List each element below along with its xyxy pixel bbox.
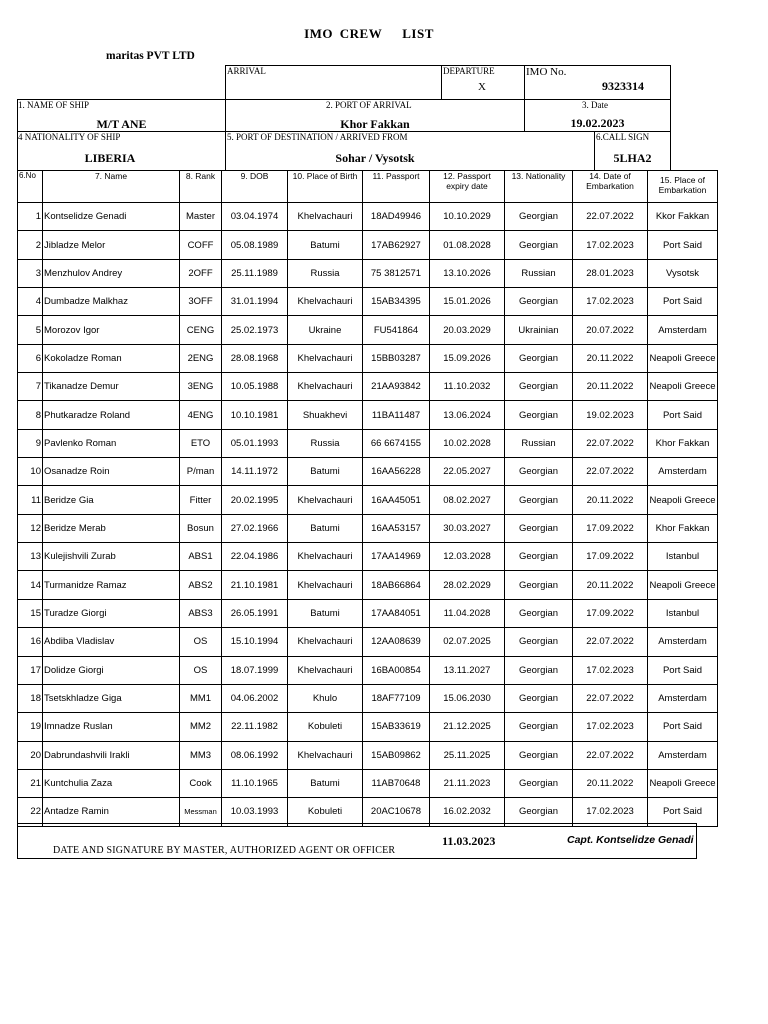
col-header-rank: 8. Rank xyxy=(180,171,222,203)
cell-rank: P/man xyxy=(180,458,222,486)
cell-embark-place: Kkor Fakkan xyxy=(648,203,718,231)
cell-passport-expiry: 22.05.2027 xyxy=(430,458,505,486)
cell-passport: 16BA00854 xyxy=(363,656,430,684)
cell-embark-date: 17.02.2023 xyxy=(573,231,648,259)
cell-name: Osanadze Roin xyxy=(43,458,180,486)
col-header-no: 6.No xyxy=(18,171,43,203)
cell-dob: 08.06.1992 xyxy=(222,741,288,769)
cell-no: 16 xyxy=(18,628,43,656)
cell-no: 17 xyxy=(18,656,43,684)
cell-passport-expiry: 16.02.2032 xyxy=(430,798,505,826)
cell-place-of-birth: Khelvachauri xyxy=(288,543,363,571)
cell-embark-date: 22.07.2022 xyxy=(573,628,648,656)
cell-embark-date: 20.11.2022 xyxy=(573,769,648,797)
table-row xyxy=(18,741,718,769)
departure-label: DEPARTURE xyxy=(443,66,495,76)
cell-embark-date: 22.07.2022 xyxy=(573,458,648,486)
table-row xyxy=(18,429,718,457)
port-arrival-label: 2. PORT OF ARRIVAL xyxy=(326,100,412,110)
cell-rank: 3OFF xyxy=(180,288,222,316)
cell-passport: FU541864 xyxy=(363,316,430,344)
destination-label: 5. PORT OF DESTINATION / ARRIVED FROM xyxy=(227,132,408,142)
cell-passport: 15AB09862 xyxy=(363,741,430,769)
col-header-name: 7. Name xyxy=(43,171,180,203)
cell-passport-expiry: 13.11.2027 xyxy=(430,656,505,684)
ship-name-value: M/T ANE xyxy=(96,117,147,131)
cell-embark-date: 22.07.2022 xyxy=(573,684,648,712)
cell-place-of-birth: Khelvachauri xyxy=(288,656,363,684)
table-header-row xyxy=(18,171,718,203)
cell-passport-expiry: 21.11.2023 xyxy=(430,769,505,797)
cell-name: Beridze Merab xyxy=(43,514,180,542)
col-header-place-of-birth: 10. Place of Birth xyxy=(288,171,363,203)
cell-place-of-birth: Batumi xyxy=(288,599,363,627)
cell-nationality: Georgian xyxy=(505,231,573,259)
cell-place-of-birth: Khelvachauri xyxy=(288,203,363,231)
cell-embark-place: Port Said xyxy=(648,656,718,684)
cell-passport-expiry: 10.10.2029 xyxy=(430,203,505,231)
cell-rank: MM3 xyxy=(180,741,222,769)
cell-place-of-birth: Batumi xyxy=(288,769,363,797)
table-row xyxy=(18,543,718,571)
table-row xyxy=(18,373,718,401)
cell-passport-expiry: 11.04.2028 xyxy=(430,599,505,627)
cell-nationality: Georgian xyxy=(505,514,573,542)
ship-name-label: 1. NAME OF SHIP xyxy=(18,100,90,110)
cell-place-of-birth: Russia xyxy=(288,429,363,457)
cell-embark-date: 17.02.2023 xyxy=(573,798,648,826)
company-name: maritas PVT LTD xyxy=(106,50,195,62)
cell-nationality: Ukrainian xyxy=(505,316,573,344)
cell-name: Imnadze Ruslan xyxy=(43,713,180,741)
cell-dob: 14.11.1972 xyxy=(222,458,288,486)
call-sign-label: 6.CALL SIGN xyxy=(596,132,650,142)
cell-nationality: Georgian xyxy=(505,798,573,826)
cell-dob: 18.07.1999 xyxy=(222,656,288,684)
cell-nationality: Georgian xyxy=(505,571,573,599)
cell-place-of-birth: Shuakhevi xyxy=(288,401,363,429)
cell-dob: 21.10.1981 xyxy=(222,571,288,599)
cell-passport: 11AB70648 xyxy=(363,769,430,797)
cell-passport-expiry: 10.02.2028 xyxy=(430,429,505,457)
cell-passport: 12AA08639 xyxy=(363,628,430,656)
cell-embark-place: Port Said xyxy=(648,401,718,429)
cell-no: 15 xyxy=(18,599,43,627)
cell-embark-date: 17.02.2023 xyxy=(573,713,648,741)
cell-nationality: Georgian xyxy=(505,741,573,769)
cell-embark-place: Istanbul xyxy=(648,599,718,627)
cell-embark-place: Port Said xyxy=(648,231,718,259)
table-row xyxy=(18,713,718,741)
cell-rank: 2OFF xyxy=(180,259,222,287)
cell-rank: Fitter xyxy=(180,486,222,514)
cell-embark-date: 19.02.2023 xyxy=(573,401,648,429)
table-row xyxy=(18,599,718,627)
cell-name: Tikanadze Demur xyxy=(43,373,180,401)
cell-passport: 16AA53157 xyxy=(363,514,430,542)
cell-place-of-birth: Batumi xyxy=(288,514,363,542)
cell-no: 8 xyxy=(18,401,43,429)
cell-passport: 17AB62927 xyxy=(363,231,430,259)
cell-dob: 27.02.1966 xyxy=(222,514,288,542)
cell-dob: 05.01.1993 xyxy=(222,429,288,457)
cell-rank: ABS1 xyxy=(180,543,222,571)
cell-name: Morozov Igor xyxy=(43,316,180,344)
cell-passport: 18AB66864 xyxy=(363,571,430,599)
cell-place-of-birth: Ukraine xyxy=(288,316,363,344)
cell-passport: 20AC10678 xyxy=(363,798,430,826)
imo-label: IMO No. xyxy=(526,66,567,78)
cell-name: Tsetskhladze Giga xyxy=(43,684,180,712)
table-row xyxy=(18,571,718,599)
cell-no: 9 xyxy=(18,429,43,457)
table-row xyxy=(18,288,718,316)
cell-dob: 22.11.1982 xyxy=(222,713,288,741)
cell-nationality: Georgian xyxy=(505,401,573,429)
col-header-embark-date: 14. Date of Embarkation xyxy=(573,171,648,203)
col-header-dob: 9. DOB xyxy=(222,171,288,203)
col-header-passport: 11. Passport xyxy=(363,171,430,203)
cell-dob: 31.01.1994 xyxy=(222,288,288,316)
cell-rank: 3ENG xyxy=(180,373,222,401)
cell-embark-place: Port Said xyxy=(648,288,718,316)
cell-embark-date: 17.02.2023 xyxy=(573,288,648,316)
table-row xyxy=(18,514,718,542)
cell-place-of-birth: Kobuleti xyxy=(288,798,363,826)
cell-no: 13 xyxy=(18,543,43,571)
cell-no: 3 xyxy=(18,259,43,287)
cell-embark-place: Amsterdam xyxy=(648,458,718,486)
cell-embark-place: Amsterdam xyxy=(648,741,718,769)
cell-no: 20 xyxy=(18,741,43,769)
cell-nationality: Russian xyxy=(505,259,573,287)
cell-place-of-birth: Batumi xyxy=(288,231,363,259)
cell-name: Dabrundashvili Irakli xyxy=(43,741,180,769)
cell-rank: 2ENG xyxy=(180,344,222,372)
cell-no: 6 xyxy=(18,344,43,372)
cell-passport: 66 6674155 xyxy=(363,429,430,457)
cell-rank: ABS3 xyxy=(180,599,222,627)
signature-label: DATE AND SIGNATURE BY MASTER, AUTHORIZED AGENT OR OFFICER xyxy=(53,845,396,856)
arrival-label: ARRIVAL xyxy=(227,66,266,76)
cell-embark-date: 17.09.2022 xyxy=(573,514,648,542)
cell-rank: CENG xyxy=(180,316,222,344)
cell-name: Beridze Gia xyxy=(43,486,180,514)
cell-nationality: Georgian xyxy=(505,288,573,316)
cell-passport-expiry: 13.06.2024 xyxy=(430,401,505,429)
cell-dob: 26.05.1991 xyxy=(222,599,288,627)
cell-passport-expiry: 12.03.2028 xyxy=(430,543,505,571)
cell-embark-date: 22.07.2022 xyxy=(573,429,648,457)
cell-rank: ETO xyxy=(180,429,222,457)
table-row xyxy=(18,401,718,429)
cell-nationality: Georgian xyxy=(505,458,573,486)
cell-embark-date: 20.11.2022 xyxy=(573,571,648,599)
table-row xyxy=(18,458,718,486)
imo-number: 9323314 xyxy=(602,79,644,93)
table-row xyxy=(18,316,718,344)
cell-dob: 25.11.1989 xyxy=(222,259,288,287)
cell-no: 19 xyxy=(18,713,43,741)
table-row xyxy=(18,203,718,231)
table-row xyxy=(18,486,718,514)
cell-embark-date: 17.02.2023 xyxy=(573,656,648,684)
cell-nationality: Georgian xyxy=(505,599,573,627)
cell-passport: 16AA56228 xyxy=(363,458,430,486)
table-row xyxy=(18,259,718,287)
cell-no: 4 xyxy=(18,288,43,316)
cell-rank: MM1 xyxy=(180,684,222,712)
table-row xyxy=(18,628,718,656)
cell-rank: COFF xyxy=(180,231,222,259)
cell-name: Abdiba Vladislav xyxy=(43,628,180,656)
cell-embark-date: 20.11.2022 xyxy=(573,373,648,401)
cell-dob: 05.08.1989 xyxy=(222,231,288,259)
cell-embark-place: Port Said xyxy=(648,798,718,826)
cell-name: Dolidze Giorgi xyxy=(43,656,180,684)
cell-nationality: Georgian xyxy=(505,684,573,712)
cell-passport: 18AD49946 xyxy=(363,203,430,231)
cell-rank: MM2 xyxy=(180,713,222,741)
cell-place-of-birth: Khulo xyxy=(288,684,363,712)
cell-rank: Messman xyxy=(180,798,222,826)
cell-passport-expiry: 20.03.2029 xyxy=(430,316,505,344)
cell-name: Kuntchulia Zaza xyxy=(43,769,180,797)
cell-embark-place: Port Said xyxy=(648,713,718,741)
cell-embark-date: 17.09.2022 xyxy=(573,543,648,571)
cell-nationality: Georgian xyxy=(505,628,573,656)
cell-passport-expiry: 11.10.2032 xyxy=(430,373,505,401)
cell-embark-place: Khor Fakkan xyxy=(648,514,718,542)
cell-passport-expiry: 30.03.2027 xyxy=(430,514,505,542)
col-header-nationality: 13. Nationality xyxy=(505,171,573,203)
cell-rank: Bosun xyxy=(180,514,222,542)
cell-rank: ABS2 xyxy=(180,571,222,599)
cell-nationality: Georgian xyxy=(505,656,573,684)
cell-place-of-birth: Russia xyxy=(288,259,363,287)
cell-name: Dumbadze Malkhaz xyxy=(43,288,180,316)
cell-name: Jibladze Melor xyxy=(43,231,180,259)
cell-dob: 04.06.2002 xyxy=(222,684,288,712)
cell-passport-expiry: 25.11.2025 xyxy=(430,741,505,769)
cell-name: Antadze Ramin xyxy=(43,798,180,826)
col-header-embark-place: 15. Place of Embarkation xyxy=(648,171,718,203)
call-sign-value: 5LHA2 xyxy=(613,151,652,165)
cell-no: 11 xyxy=(18,486,43,514)
cell-passport-expiry: 08.02.2027 xyxy=(430,486,505,514)
cell-embark-place: Neapoli Greece xyxy=(648,769,718,797)
table-row xyxy=(18,656,718,684)
cell-nationality: Georgian xyxy=(505,203,573,231)
cell-place-of-birth: Khelvachauri xyxy=(288,628,363,656)
cell-place-of-birth: Khelvachauri xyxy=(288,373,363,401)
crew-table-body xyxy=(18,203,718,827)
cell-nationality: Georgian xyxy=(505,713,573,741)
cell-rank: Master xyxy=(180,203,222,231)
cell-rank: Cook xyxy=(180,769,222,797)
cell-name: Kokoladze Roman xyxy=(43,344,180,372)
cell-no: 22 xyxy=(18,798,43,826)
cell-dob: 10.05.1988 xyxy=(222,373,288,401)
cell-name: Turadze Giorgi xyxy=(43,599,180,627)
captain-signature: Capt. Kontselidze Genadi xyxy=(567,834,694,846)
cell-passport-expiry: 01.08.2028 xyxy=(430,231,505,259)
cell-passport-expiry: 13.10.2026 xyxy=(430,259,505,287)
cell-place-of-birth: Khelvachauri xyxy=(288,344,363,372)
cell-dob: 25.02.1973 xyxy=(222,316,288,344)
cell-passport-expiry: 15.09.2026 xyxy=(430,344,505,372)
cell-dob: 28.08.1968 xyxy=(222,344,288,372)
cell-passport-expiry: 15.06.2030 xyxy=(430,684,505,712)
cell-dob: 10.10.1981 xyxy=(222,401,288,429)
cell-passport-expiry: 02.07.2025 xyxy=(430,628,505,656)
cell-dob: 11.10.1965 xyxy=(222,769,288,797)
cell-dob: 22.04.1986 xyxy=(222,543,288,571)
cell-passport-expiry: 21.12.2025 xyxy=(430,713,505,741)
cell-passport: 16AA45051 xyxy=(363,486,430,514)
cell-embark-date: 28.01.2023 xyxy=(573,259,648,287)
cell-embark-date: 17.09.2022 xyxy=(573,599,648,627)
cell-embark-place: Neapoli Greece xyxy=(648,486,718,514)
cell-embark-place: Neapoli Greece xyxy=(648,373,718,401)
date-label: 3. Date xyxy=(582,100,608,110)
cell-place-of-birth: Khelvachauri xyxy=(288,571,363,599)
cell-nationality: Georgian xyxy=(505,344,573,372)
cell-embark-place: Neapoli Greece xyxy=(648,344,718,372)
cell-no: 5 xyxy=(18,316,43,344)
cell-name: Kontselidze Genadi xyxy=(43,203,180,231)
cell-passport: 21AA93842 xyxy=(363,373,430,401)
cell-rank: OS xyxy=(180,628,222,656)
cell-passport-expiry: 15.01.2026 xyxy=(430,288,505,316)
cell-embark-place: Khor Fakkan xyxy=(648,429,718,457)
cell-embark-place: Amsterdam xyxy=(648,316,718,344)
cell-rank: OS xyxy=(180,656,222,684)
cell-nationality: Georgian xyxy=(505,486,573,514)
cell-nationality: Georgian xyxy=(505,543,573,571)
cell-embark-place: Amsterdam xyxy=(648,628,718,656)
destination-value: Sohar / Vysotsk xyxy=(335,151,415,165)
nationality-label: 4 NATIONALITY OF SHIP xyxy=(18,132,121,142)
cell-no: 12 xyxy=(18,514,43,542)
cell-no: 21 xyxy=(18,769,43,797)
table-row xyxy=(18,798,718,826)
cell-place-of-birth: Khelvachauri xyxy=(288,288,363,316)
cell-place-of-birth: Kobuleti xyxy=(288,713,363,741)
cell-embark-date: 20.07.2022 xyxy=(573,316,648,344)
cell-embark-place: Amsterdam xyxy=(648,684,718,712)
cell-embark-date: 20.11.2022 xyxy=(573,486,648,514)
cell-embark-date: 22.07.2022 xyxy=(573,741,648,769)
crew-table xyxy=(17,170,718,827)
cell-embark-place: Neapoli Greece xyxy=(648,571,718,599)
cell-passport: 18AF77109 xyxy=(363,684,430,712)
table-row xyxy=(18,769,718,797)
cell-passport: 15AB33619 xyxy=(363,713,430,741)
date-value: 19.02.2023 xyxy=(570,116,625,130)
cell-place-of-birth: Khelvachauri xyxy=(288,741,363,769)
cell-no: 10 xyxy=(18,458,43,486)
cell-name: Kulejishvili Zurab xyxy=(43,543,180,571)
cell-no: 18 xyxy=(18,684,43,712)
cell-no: 1 xyxy=(18,203,43,231)
signature-date: 11.03.2023 xyxy=(442,834,496,848)
cell-name: Phutkaradze Roland xyxy=(43,401,180,429)
cell-passport: 15BB03287 xyxy=(363,344,430,372)
cell-dob: 10.03.1993 xyxy=(222,798,288,826)
cell-dob: 03.04.1974 xyxy=(222,203,288,231)
cell-place-of-birth: Khelvachauri xyxy=(288,486,363,514)
departure-mark: X xyxy=(478,81,486,93)
cell-name: Menzhulov Andrey xyxy=(43,259,180,287)
cell-embark-date: 22.07.2022 xyxy=(573,203,648,231)
cell-dob: 20.02.1995 xyxy=(222,486,288,514)
col-header-passport-expiry: 12. Passport expiry date xyxy=(430,171,505,203)
cell-nationality: Georgian xyxy=(505,769,573,797)
cell-rank: 4ENG xyxy=(180,401,222,429)
cell-nationality: Georgian xyxy=(505,373,573,401)
table-row xyxy=(18,344,718,372)
cell-passport: 17AA14969 xyxy=(363,543,430,571)
table-row xyxy=(18,231,718,259)
cell-passport: 75 3812571 xyxy=(363,259,430,287)
cell-embark-place: Istanbul xyxy=(648,543,718,571)
cell-embark-date: 20.11.2022 xyxy=(573,344,648,372)
cell-no: 14 xyxy=(18,571,43,599)
cell-embark-place: Vysotsk xyxy=(648,259,718,287)
port-arrival-value: Khor Fakkan xyxy=(340,117,410,131)
cell-passport: 15AB34395 xyxy=(363,288,430,316)
cell-passport: 11BA11487 xyxy=(363,401,430,429)
document-title: IMO CREW LIST xyxy=(304,26,434,41)
cell-no: 7 xyxy=(18,373,43,401)
cell-name: Turmanidze Ramaz xyxy=(43,571,180,599)
cell-no: 2 xyxy=(18,231,43,259)
cell-place-of-birth: Batumi xyxy=(288,458,363,486)
table-row xyxy=(18,684,718,712)
cell-passport-expiry: 28.02.2029 xyxy=(430,571,505,599)
cell-dob: 15.10.1994 xyxy=(222,628,288,656)
nationality-value: LIBERIA xyxy=(84,151,136,165)
cell-name: Pavlenko Roman xyxy=(43,429,180,457)
cell-nationality: Russian xyxy=(505,429,573,457)
cell-passport: 17AA84051 xyxy=(363,599,430,627)
